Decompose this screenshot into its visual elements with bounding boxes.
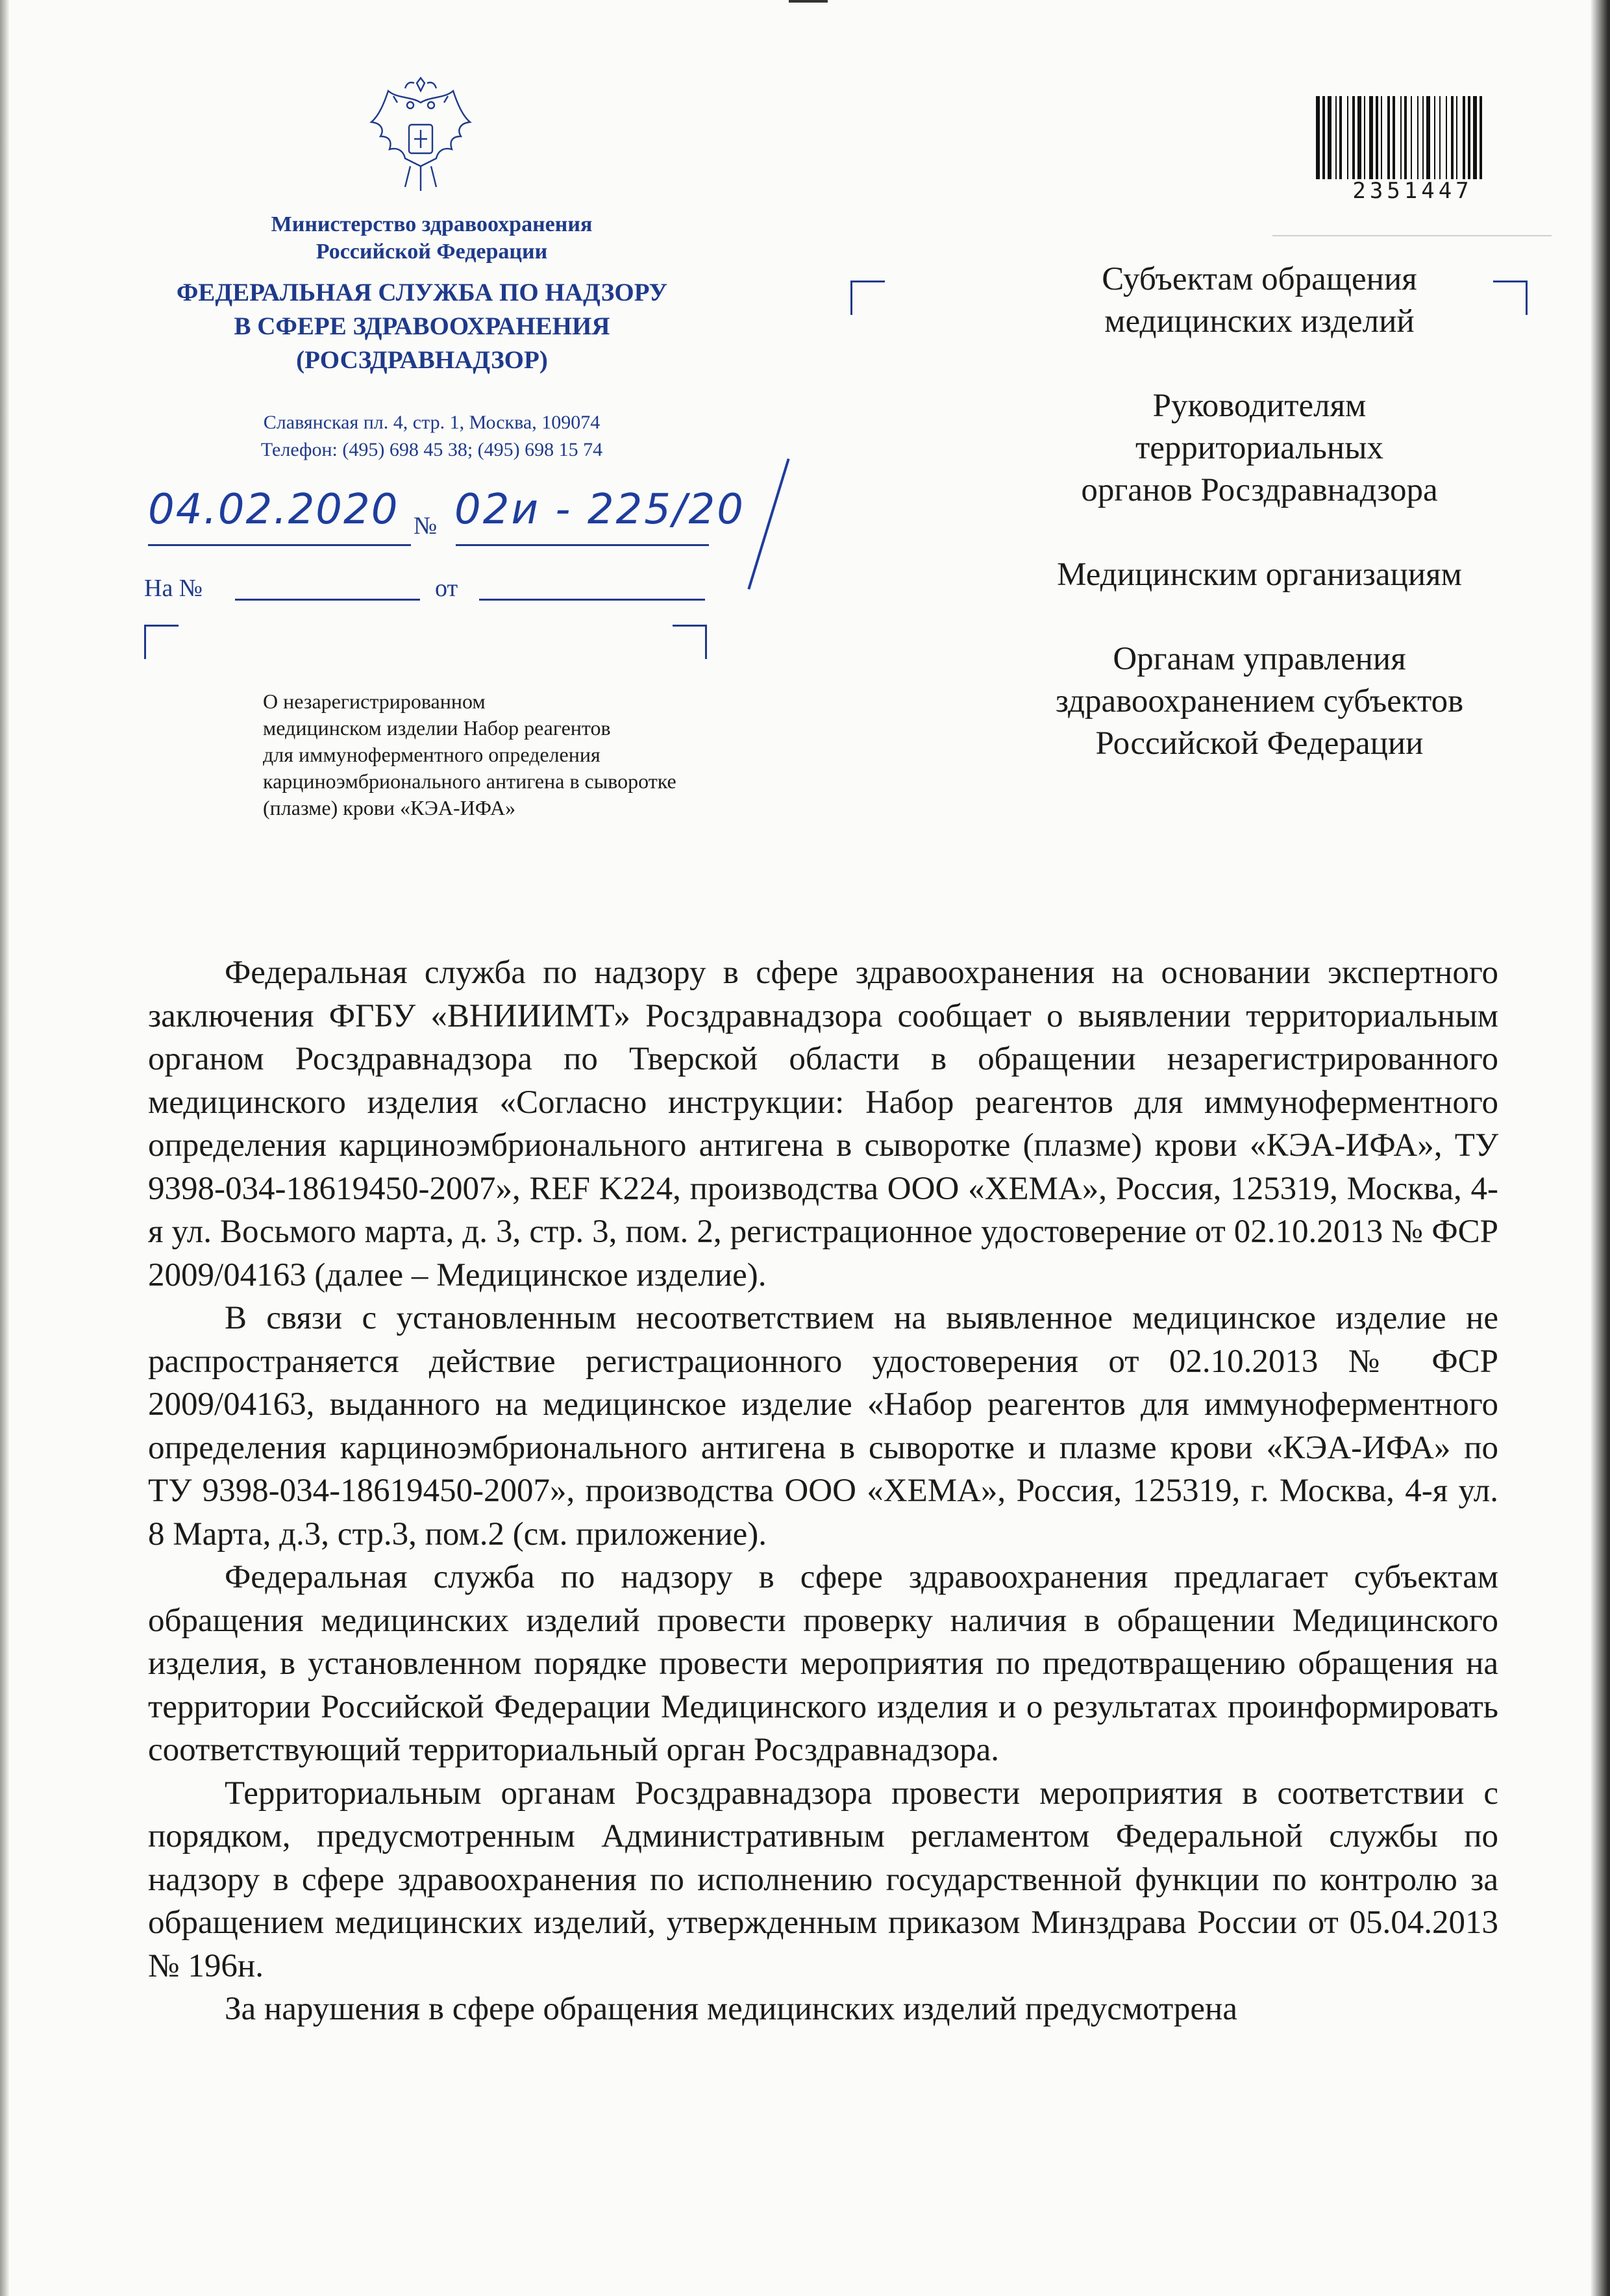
barcode-bar	[1357, 96, 1361, 179]
barcode-number: 2351447	[1352, 178, 1473, 204]
date-underline	[148, 544, 411, 546]
service-name	[130, 276, 714, 377]
barcode-bar	[1376, 96, 1378, 179]
subject-line: О незарегистрированном	[263, 690, 486, 713]
subject-line: карциноэмбрионального антигена в сыворотке	[263, 769, 676, 793]
barcode-bar	[1451, 96, 1454, 179]
addressee-line: Медицинским организациям	[1057, 556, 1462, 593]
addressee-line: Субъектам обращения	[1102, 261, 1417, 297]
registration-date: 04.02.2020	[148, 486, 399, 534]
address-line: Славянская пл. 4, стр. 1, Москва, 109074	[263, 412, 601, 433]
addressee-list	[935, 258, 1584, 765]
body-paragraph: За нарушения в сфере обращения медицинских изделий предусмотрена	[225, 1991, 1237, 2027]
number-sign: №	[414, 512, 438, 540]
addressee-line: здравоохранением субъектов	[1055, 683, 1464, 719]
barcode-bar	[1422, 96, 1424, 179]
body-paragraph: Федеральная служба по надзору в сфере здравоохранения предлагает субъектам обращения медицинских изделий провести проверку наличия в обращении Медицинского изделия, в установленном порядке провести мероприятия по предотвращению обращения на территории Российской Федерации Медицинского изделия и о результатах проинформировать соответствующий территориальный орган Росздравнадзора.	[148, 1559, 1498, 1768]
subject-corner-left	[144, 625, 179, 659]
barcode-bar	[1468, 96, 1470, 179]
barcode-bar	[1446, 96, 1447, 179]
service-line: (РОСЗДРАВНАДЗОР)	[296, 346, 548, 374]
barcode-bar	[1434, 96, 1435, 179]
barcode-icon	[1315, 96, 1511, 179]
incoming-date-underline	[479, 599, 705, 601]
subject-line: (плазме) крови «КЭА-ИФА»	[263, 796, 516, 819]
barcode-bar	[1335, 96, 1337, 179]
barcode	[1315, 96, 1511, 204]
incoming-number-underline	[235, 599, 420, 601]
ministry-line: Министерство здравоохранения	[271, 212, 593, 236]
barcode-bar	[1456, 96, 1457, 179]
subject-line: для иммуноферментного определения	[263, 743, 601, 766]
scan-edge-right	[1591, 0, 1610, 2296]
barcode-bar	[1393, 96, 1395, 179]
addressee-line: Органам управления	[1113, 641, 1406, 677]
addressee-line: органов Росздравнадзора	[1081, 472, 1438, 508]
barcode-bar	[1387, 96, 1390, 179]
phone-line: Телефон: (495) 698 45 38; (495) 698 15 74	[260, 439, 603, 460]
registration-number: 02и - 225/20	[454, 486, 745, 534]
addressee-line: Руководителям	[1152, 388, 1367, 424]
handwritten-slash	[747, 458, 789, 590]
addressee-group	[935, 554, 1584, 596]
barcode-bar	[1381, 96, 1382, 179]
scan-mark	[789, 0, 828, 3]
addressee-line: Российской Федерации	[1095, 725, 1424, 762]
barcode-bar	[1411, 96, 1412, 179]
barcode-bar	[1339, 96, 1342, 179]
barcode-bar	[1417, 96, 1418, 179]
addressee-group	[935, 385, 1584, 512]
letter-subject	[263, 688, 834, 821]
barcode-bar	[1463, 96, 1465, 179]
ministry-line: Российской Федерации	[316, 240, 548, 264]
service-line: ФЕДЕРАЛЬНАЯ СЛУЖБА ПО НАДЗОРУ	[176, 279, 668, 306]
barcode-bar	[1352, 96, 1355, 179]
body-paragraph: В связи с установленным несоответствием на выявленное медицинское изделие не распространяется действие регистрационного удостоверения от 02.10.2013 № ФСР 2009/04163, выданного на медицинское изделие «Набор реагентов для иммуноферментного определения карциноэмбрионального антигена в сыворотке и плазме крови «КЭА-ИФА» по ТУ 9398-034-18619450-2007», производства ООО «ХЕМА», Россия, 125319, г. Москва, 4-я ул. 8 Марта, д.3, стр.3, пом.2 (см. приложение).	[148, 1300, 1498, 1553]
letter-body	[148, 951, 1498, 2031]
number-underline	[456, 544, 709, 546]
addressee-group	[935, 638, 1584, 765]
addressee-line: территориальных	[1135, 430, 1383, 466]
ministry-name	[162, 211, 701, 266]
address-corner-left	[850, 281, 885, 315]
subject-corner-right	[673, 625, 707, 659]
barcode-bar	[1426, 96, 1430, 179]
incoming-date-label: от	[435, 575, 458, 602]
address-block	[162, 409, 701, 464]
scan-edge-left	[0, 0, 9, 2296]
barcode-bar	[1439, 96, 1441, 179]
barcode-bar	[1404, 96, 1407, 179]
barcode-bar	[1322, 96, 1325, 179]
incoming-number-label: На №	[144, 575, 203, 602]
barcode-bar	[1328, 96, 1331, 179]
barcode-bar	[1480, 96, 1482, 179]
subject-line: медицинском изделии Набор реагентов	[263, 716, 611, 740]
barcode-bar	[1369, 96, 1373, 179]
coat-of-arms-icon	[365, 77, 477, 200]
service-line: В СФЕРЕ ЗДРАВООХРАНЕНИЯ	[234, 312, 610, 340]
body-paragraph: Федеральная служба по надзору в сфере здравоохранения на основании экспертного заключения ФГБУ «ВНИИИМТ» Росздравнадзора сообщает о выявлении территориальным органом Росздравнадзора по Тверской области в обращении незарегистрированного медицинского изделия «Согласно инструкции: Набор реагентов для иммуноферментного определения карциноэмбрионального антигена в сыворотке (плазме) крови «КЭА-ИФА», ТУ 9398-034-18619450-2007», REF K224, производства ООО «ХЕМА», Россия, 125319, Москва, 4-я ул. Восьмого марта, д. 3, стр. 3, пом. 2, регистрационное удостоверение от 02.10.2013 № ФСР 2009/04163 (далее – Медицинское изделие).	[148, 955, 1498, 1293]
barcode-bar	[1347, 96, 1348, 179]
barcode-bar	[1473, 96, 1477, 179]
barcode-divider	[1272, 235, 1552, 236]
barcode-bar	[1400, 96, 1402, 179]
barcode-bar	[1364, 96, 1365, 179]
barcode-bar	[1316, 96, 1320, 179]
body-paragraph: Территориальным органам Росздравнадзора провести мероприятия в соответствии с порядком, предусмотренным Административным регламентом Федеральной службы по надзору в сфере здравоохранения по исполнению государственной функции по контролю за обращением медицинских изделий, утвержденным приказом Минздрава России от 05.04.2013 № 196н.	[148, 1775, 1498, 1984]
addressee-line: медицинских изделий	[1104, 303, 1415, 340]
addressee-group	[935, 258, 1584, 343]
